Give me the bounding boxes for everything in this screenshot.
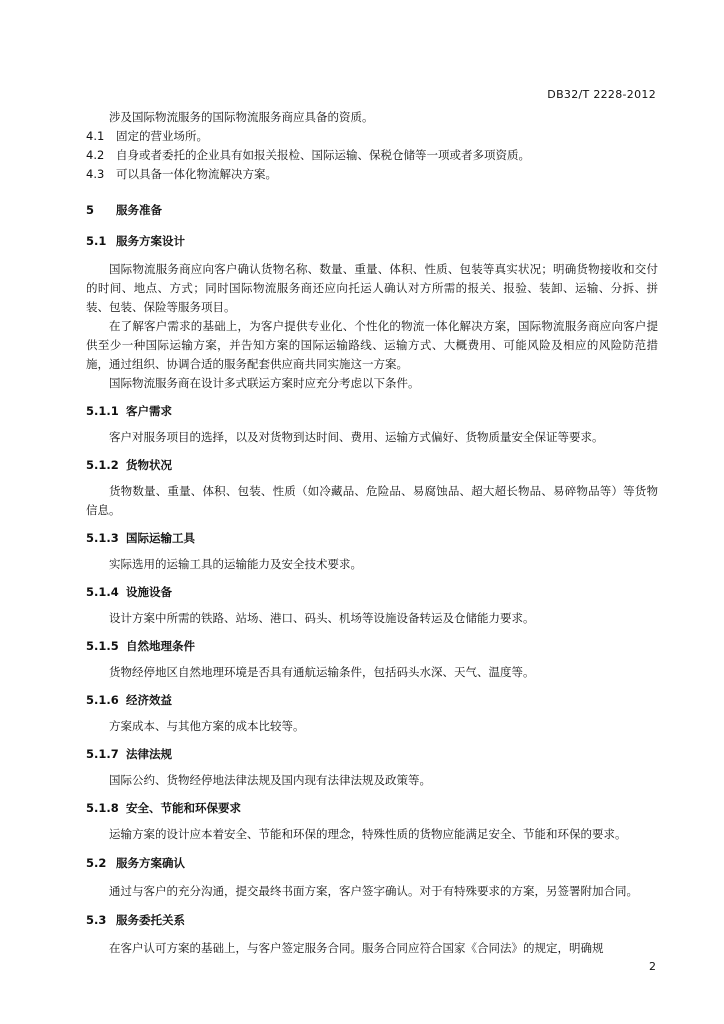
- section-5-1-3-heading: [86, 529, 658, 548]
- standard-code: DB32/T 2228-2012: [547, 88, 656, 101]
- heading-number: 5.1.8: [86, 801, 119, 815]
- heading-title: 服务准备: [116, 203, 162, 217]
- document-body: [86, 108, 658, 958]
- list-item-4-1: [86, 127, 658, 146]
- paragraph: 通过与客户的充分沟通，提交最终书面方案，客户签字确认。对于有特殊要求的方案，另签署附加合同。: [109, 884, 638, 898]
- heading-number: 5.1: [86, 234, 107, 248]
- heading-number: 5.2: [86, 856, 107, 870]
- paragraph: 客户对服务项目的选择，以及对货物到达时间、费用、运输方式偏好、货物质量安全保证等要求。: [109, 430, 604, 444]
- paragraph: 货物经停地区自然地理环境是否具有通航运输条件，包括码头水深、天气、温度等。: [109, 665, 535, 679]
- section-5-1-7-heading: [86, 745, 658, 764]
- section-4-intro: 涉及国际物流服务的国际物流服务商应具备的资质。: [109, 110, 374, 124]
- heading-number: 5.1.3: [86, 531, 119, 545]
- section-5-1-6-heading: [86, 691, 658, 710]
- section-5-heading: [86, 201, 658, 220]
- paragraph: 设计方案中所需的铁路、站场、港口、码头、机场等设施设备转运及仓储能力要求。: [109, 611, 535, 625]
- item-text: 自身或者委托的企业具有如报关报检、国际运输、保税仓储等一项或者多项资质。: [116, 148, 530, 162]
- item-number: 4.3: [86, 167, 105, 181]
- heading-title: 服务方案设计: [116, 234, 185, 248]
- heading-title: 自然地理条件: [126, 639, 195, 653]
- section-5-1-2-heading: [86, 456, 658, 475]
- paragraph: 国际公约、货物经停地法律法规及国内现有法律法规及政策等。: [109, 773, 431, 787]
- paragraph: 国际物流服务商应向客户确认货物名称、数量、重量、体积、性质、包装等真实状况；明确货物接收和交付的时间、地点、方式；同时国际物流服务商还应向托运人确认对方所需的报关、报验、装卸、运输、分拆、拼装、包装、保险等服务项目。: [86, 262, 658, 314]
- section-5-1-1-heading: [86, 402, 658, 421]
- section-5-1-4-heading: [86, 583, 658, 602]
- item-number: 4.1: [86, 129, 105, 143]
- heading-title: 经济效益: [126, 693, 172, 707]
- paragraph: 在了解客户需求的基础上，为客户提供专业化、个性化的物流一体化解决方案，国际物流服务商应向客户提供至少一种国际运输方案，并告知方案的国际运输路线、运输方式、大概费用、可能风险及相应的风险防范措施，通过组织、协调合适的服务配套供应商共同实施这一方案。: [86, 319, 658, 371]
- heading-title: 客户需求: [126, 404, 172, 418]
- section-5-3-heading: [86, 911, 658, 930]
- heading-number: 5.1.2: [86, 458, 119, 472]
- list-item-4-2: [86, 146, 658, 165]
- section-5-2-heading: [86, 854, 658, 873]
- heading-title: 安全、节能和环保要求: [126, 801, 241, 815]
- paragraph: 国际物流服务商在设计多式联运方案时应充分考虑以下条件。: [109, 376, 420, 390]
- heading-number: 5.1.7: [86, 747, 119, 761]
- paragraph: 货物数量、重量、体积、包装、性质（如冷藏品、危险品、易腐蚀品、超大超长物品、易碎物品等）等货物信息。: [86, 484, 658, 517]
- section-5-1-5-heading: [86, 637, 658, 656]
- heading-number: 5.1.5: [86, 639, 119, 653]
- list-item-4-3: [86, 165, 658, 184]
- item-text: 固定的营业场所。: [116, 129, 208, 143]
- heading-title: 服务委托关系: [116, 913, 185, 927]
- heading-title: 法律法规: [126, 747, 172, 761]
- section-5-1-8-heading: [86, 799, 658, 818]
- page-number: 2: [649, 960, 656, 973]
- heading-title: 国际运输工具: [126, 531, 195, 545]
- section-5-1-heading: [86, 232, 658, 251]
- item-number: 4.2: [86, 148, 105, 162]
- paragraph: 实际选用的运输工具的运输能力及安全技术要求。: [109, 557, 362, 571]
- paragraph: 运输方案的设计应本着安全、节能和环保的理念，特殊性质的货物应能满足安全、节能和环保的要求。: [109, 827, 627, 841]
- heading-title: 设施设备: [126, 585, 172, 599]
- heading-number: 5.3: [86, 913, 107, 927]
- item-text: 可以具备一体化物流解决方案。: [116, 167, 277, 181]
- heading-number: 5.1.6: [86, 693, 119, 707]
- paragraph: 方案成本、与其他方案的成本比较等。: [109, 719, 305, 733]
- heading-number: 5: [86, 203, 95, 217]
- paragraph: 在客户认可方案的基础上，与客户签定服务合同。服务合同应符合国家《合同法》的规定，明确规: [109, 941, 604, 955]
- heading-number: 5.1.1: [86, 404, 119, 418]
- heading-number: 5.1.4: [86, 585, 119, 599]
- heading-title: 货物状况: [126, 458, 172, 472]
- heading-title: 服务方案确认: [116, 856, 185, 870]
